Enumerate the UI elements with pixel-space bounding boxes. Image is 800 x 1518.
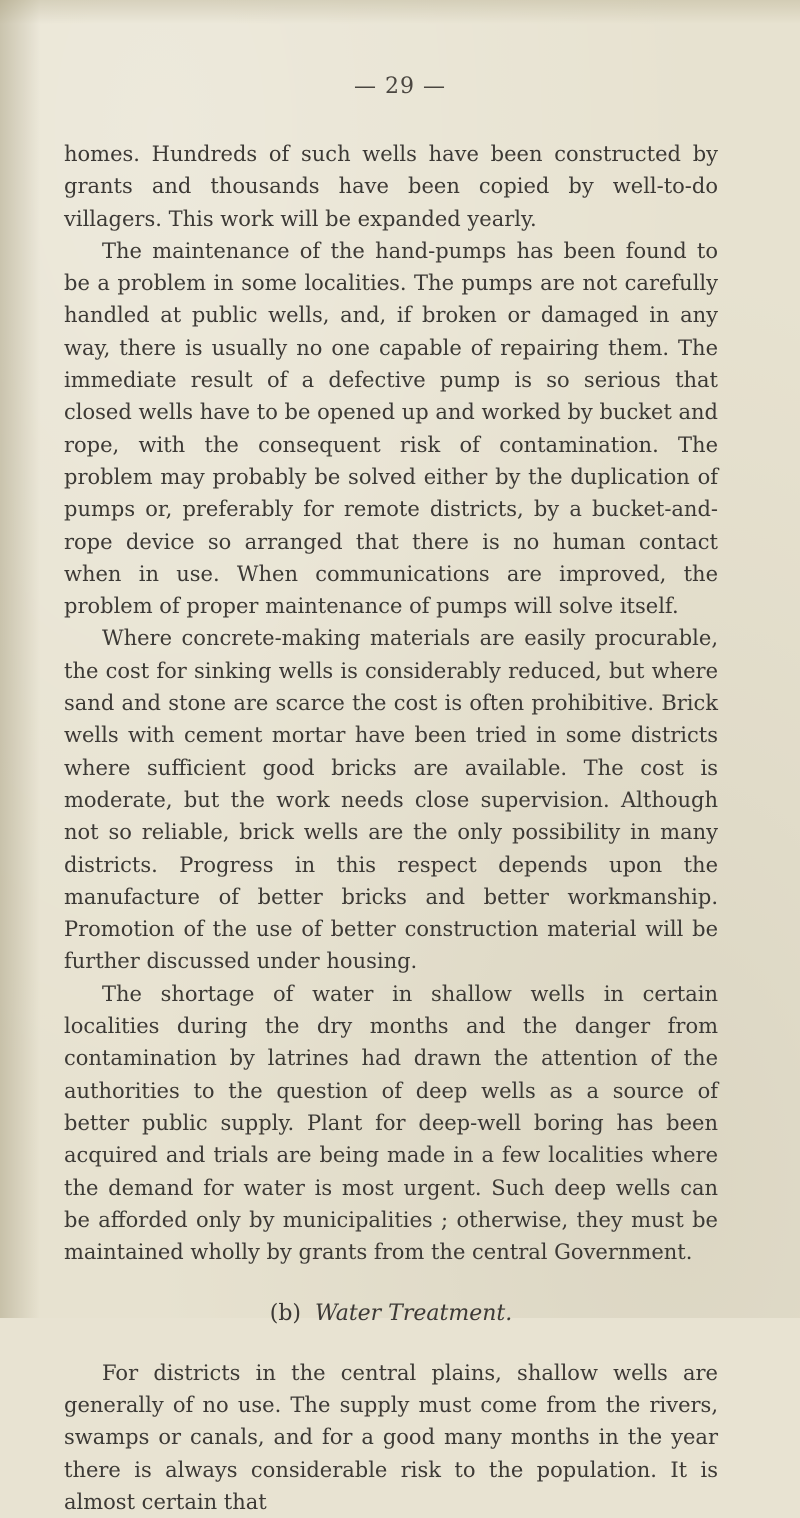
- section-label: (b): [269, 1301, 301, 1327]
- paragraph-deep-wells: The shortage of water in shallow wells in certain localities during the dry months and the danger from contamination by latrines had drawn the attention of the authorities to the question of deep wells as a source of better public supply. Plant for deep-well boring has been acquired and trials are being made in a few localities where the demand for water is most urgent. Such deep wells can be afforded only by municipalities ; otherwise, they must be maintained wholly by grants from the central Government.: [64, 981, 718, 1265]
- section-heading: [64, 1298, 718, 1330]
- paragraph-pump-maintenance: The maintenance of the hand-pumps has been found to be a problem in some localities. The pumps are not carefully handled at public wells, and, if broken or damaged in any way, there is usually no one capable of repairing them. The immediate result of a defective pump is so serious that closed wells have to be opened up and worked by bucket and rope, with the consequent risk of contamination. The problem may probably be solved either by the duplication of pumps or, preferably for remote districts, by a bucket-and-rope device so arranged that there is no human contact when in use. When communications are improved, the problem of proper maintenance of pumps will solve itself.: [64, 238, 718, 619]
- paragraph-well-materials: Where concrete-making materials are easily procurable, the cost for sinking wells is considerably reduced, but where sand and stone are scarce the cost is often prohibitive. Brick wells with cement mortar have been tried in some districts where sufficient good bricks are available. The cost is moderate, but the work needs close supervision. Although not so reliable, brick wells are the only possibility in many districts. Progress in this respect depends upon the manufacture of better bricks and better workmanship. Promotion of the use of better construction material will be further discussed under housing.: [64, 626, 718, 974]
- paragraph-water-treatment: For districts in the central plains, shallow wells are generally of no use. The supply must come from the rivers, swamps or canals, and for a good many months in the year there is always considerable risk to the population. It is almost certain that: [64, 1360, 718, 1514]
- section-title: Water Treatment.: [315, 1301, 513, 1327]
- page-number: — 29 —: [354, 74, 446, 99]
- page-edge-shadow-left: [0, 0, 40, 1318]
- page-edge-shadow-top: [0, 0, 800, 24]
- body-text: [64, 138, 718, 1518]
- paragraph-continuation: homes. Hundreds of such wells have been constructed by grants and thousands have been copied by well-to-do villagers. This work will be expanded yearly.: [64, 142, 718, 231]
